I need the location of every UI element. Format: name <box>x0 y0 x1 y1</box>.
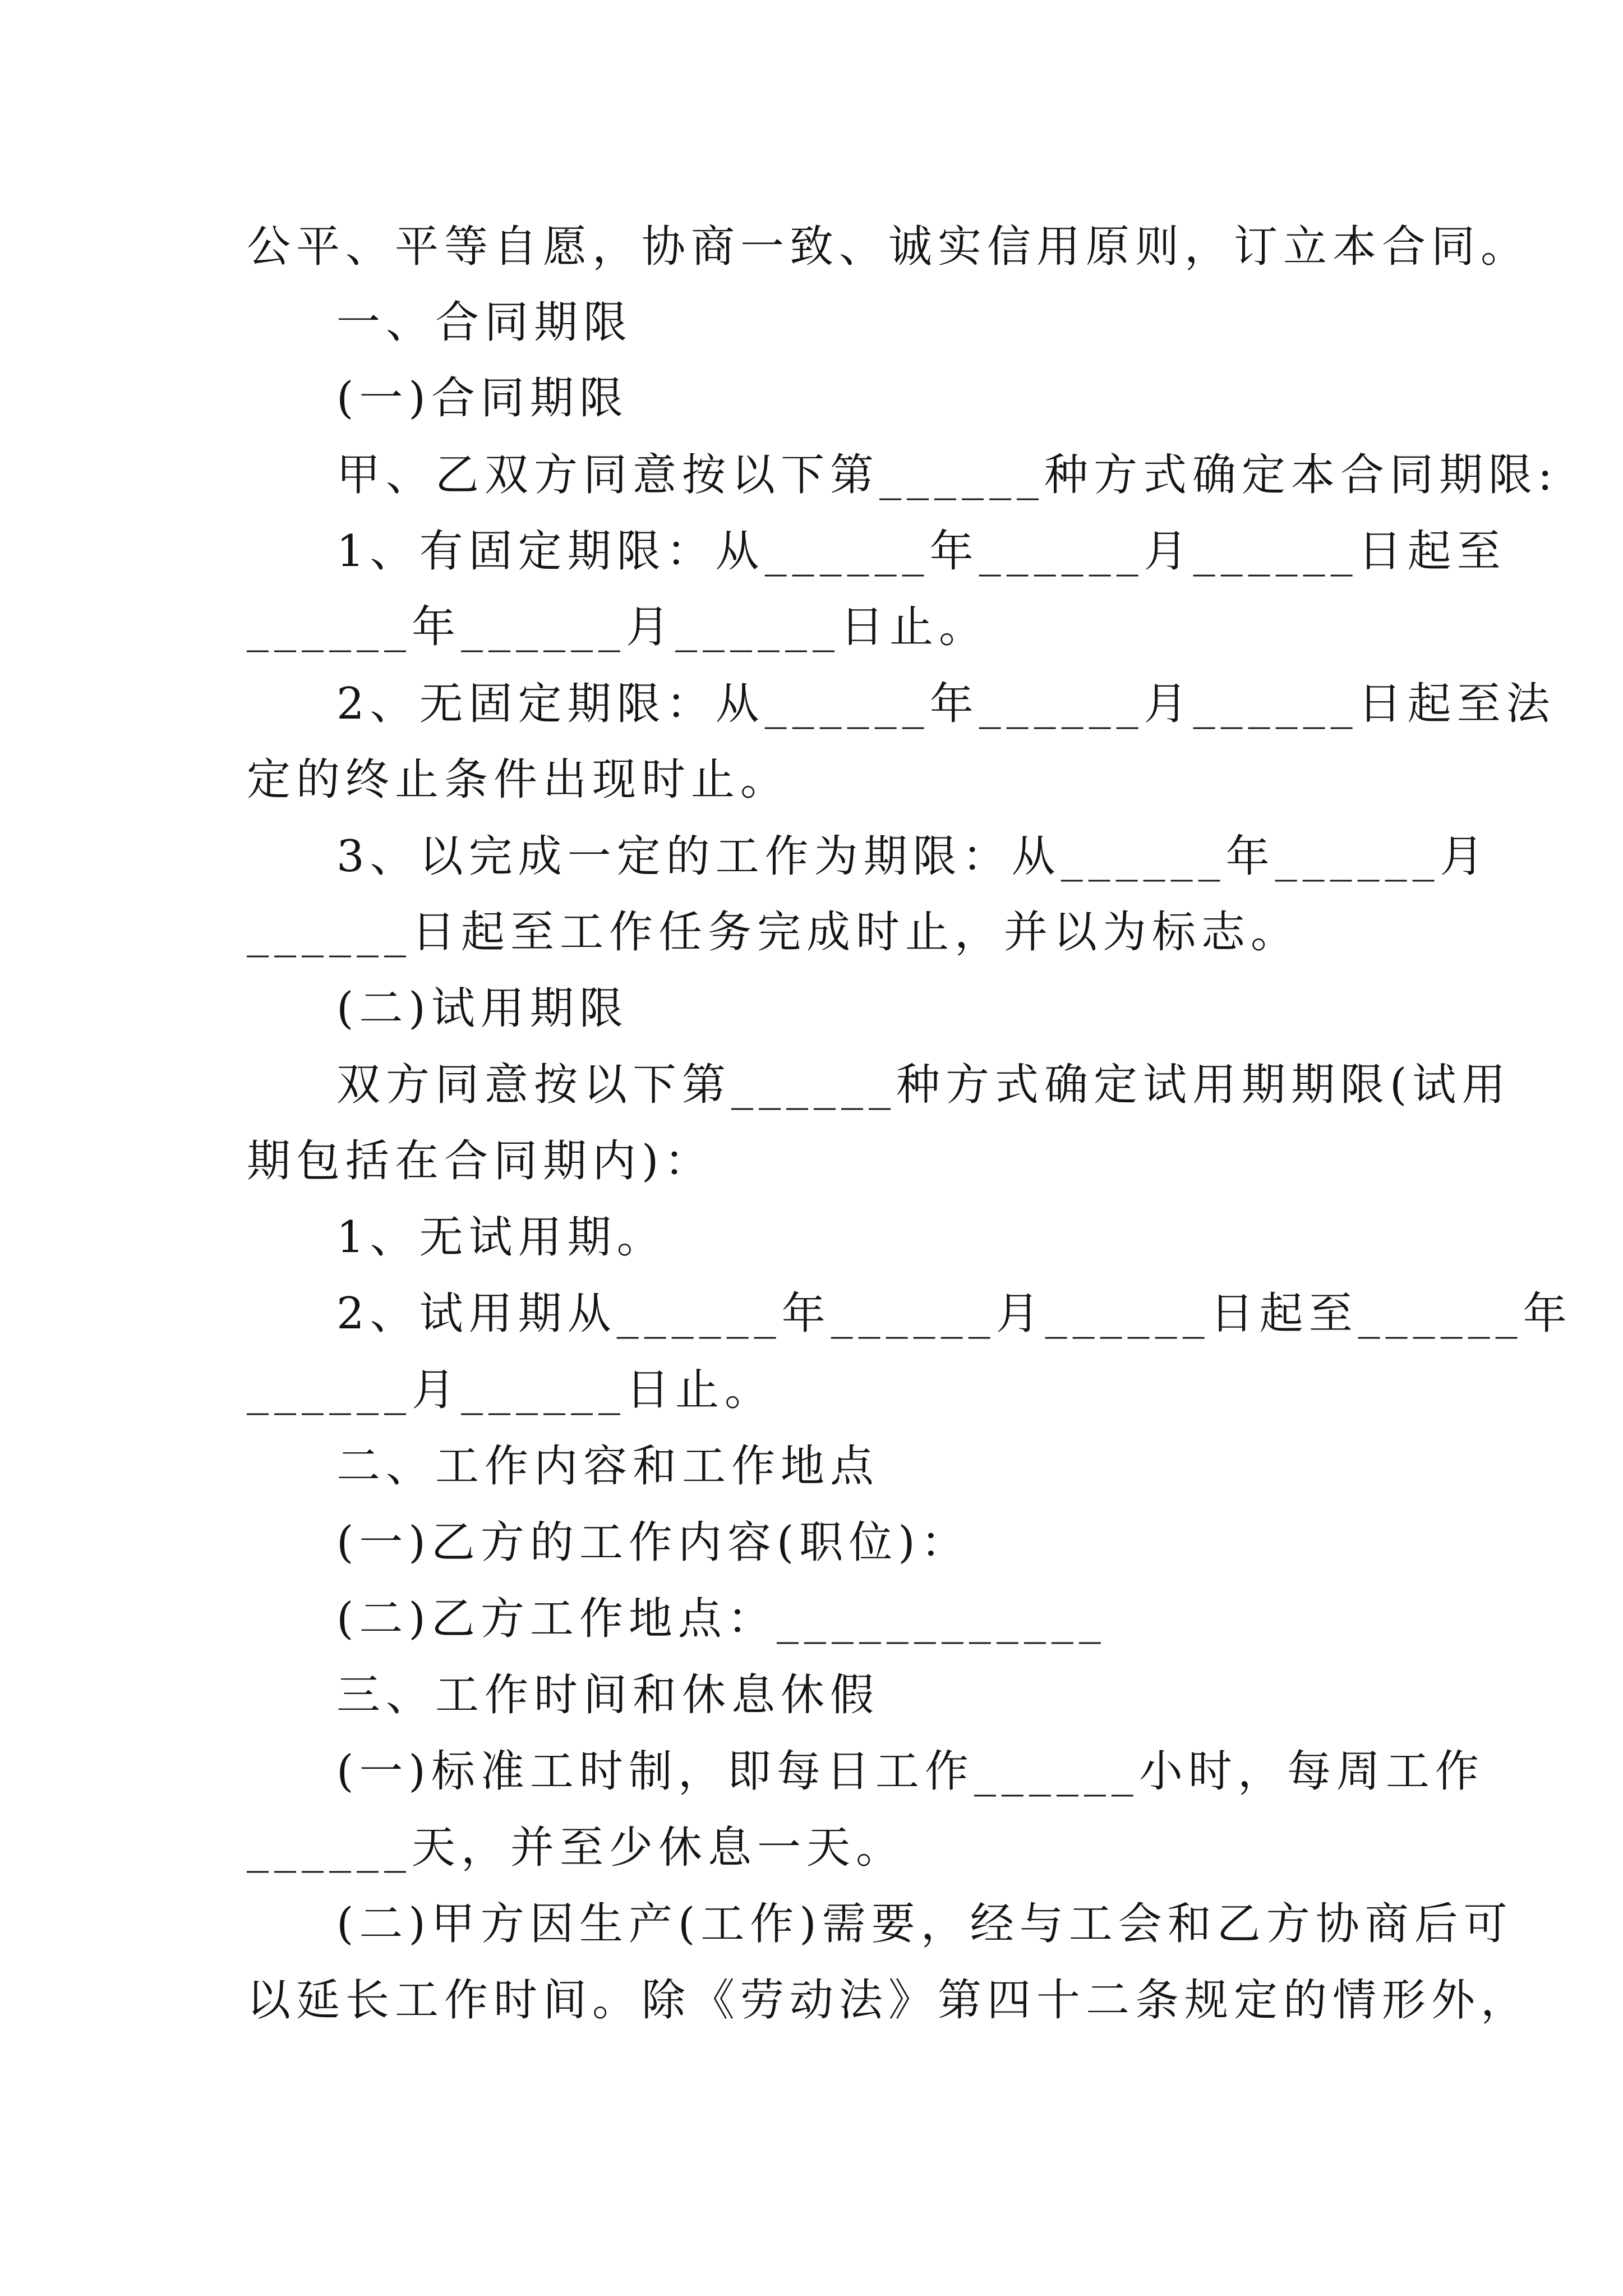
text-line: 2、试用期从______年______月______日起至______年 <box>336 1289 1573 1339</box>
subsection-heading: (一)乙方的工作内容(职位)： <box>336 1517 970 1568</box>
section-heading: 二、工作内容和工作地点 <box>336 1441 880 1492</box>
text-line: (二)甲方因生产(工作)需要，经与工会和乙方协商后可 <box>336 1899 1513 1949</box>
text-line: 期包括在合同期内)： <box>247 1136 714 1186</box>
subsection-heading: (二)乙方工作地点：____________ <box>336 1594 1106 1644</box>
subsection-heading: (一)合同期限 <box>336 373 629 424</box>
section-heading: 一、合同期限 <box>336 297 633 348</box>
section-heading: 三、工作时间和休息休假 <box>336 1670 880 1720</box>
text-line: ______年______月______日止。 <box>247 602 989 652</box>
text-line: ______日起至工作任务完成时止，并以为标志。 <box>247 907 1301 958</box>
text-line: 定的终止条件出现时止。 <box>247 754 790 805</box>
text-line: 公平、平等自愿，协商一致、诚实信用原则，订立本合同。 <box>247 222 1530 272</box>
text-line: 1、无试用期。 <box>336 1212 666 1263</box>
text-line: ______月______日止。 <box>247 1365 774 1415</box>
text-line: 以延长工作时间。除《劳动法》第四十二条规定的情形外， <box>247 1975 1530 2026</box>
text-line: 2、无固定期限：从______年______月______日起至法 <box>336 679 1556 729</box>
subsection-heading: (二)试用期限 <box>336 983 629 1034</box>
text-line: (一)标准工时制，即每日工作______小时，每周工作 <box>336 1746 1484 1797</box>
text-line: 双方同意按以下第______种方式确定试用期期限(试用 <box>336 1060 1511 1110</box>
text-line: 甲、乙双方同意按以下第______种方式确定本合同期限: <box>336 450 1559 500</box>
text-line: 1、有固定期限：从______年______月______日起至 <box>336 526 1506 577</box>
text-line: ______天，并至少休息一天。 <box>247 1823 906 1873</box>
text-line: 3、以完成一定的工作为期限：从______年______月 <box>336 831 1490 882</box>
